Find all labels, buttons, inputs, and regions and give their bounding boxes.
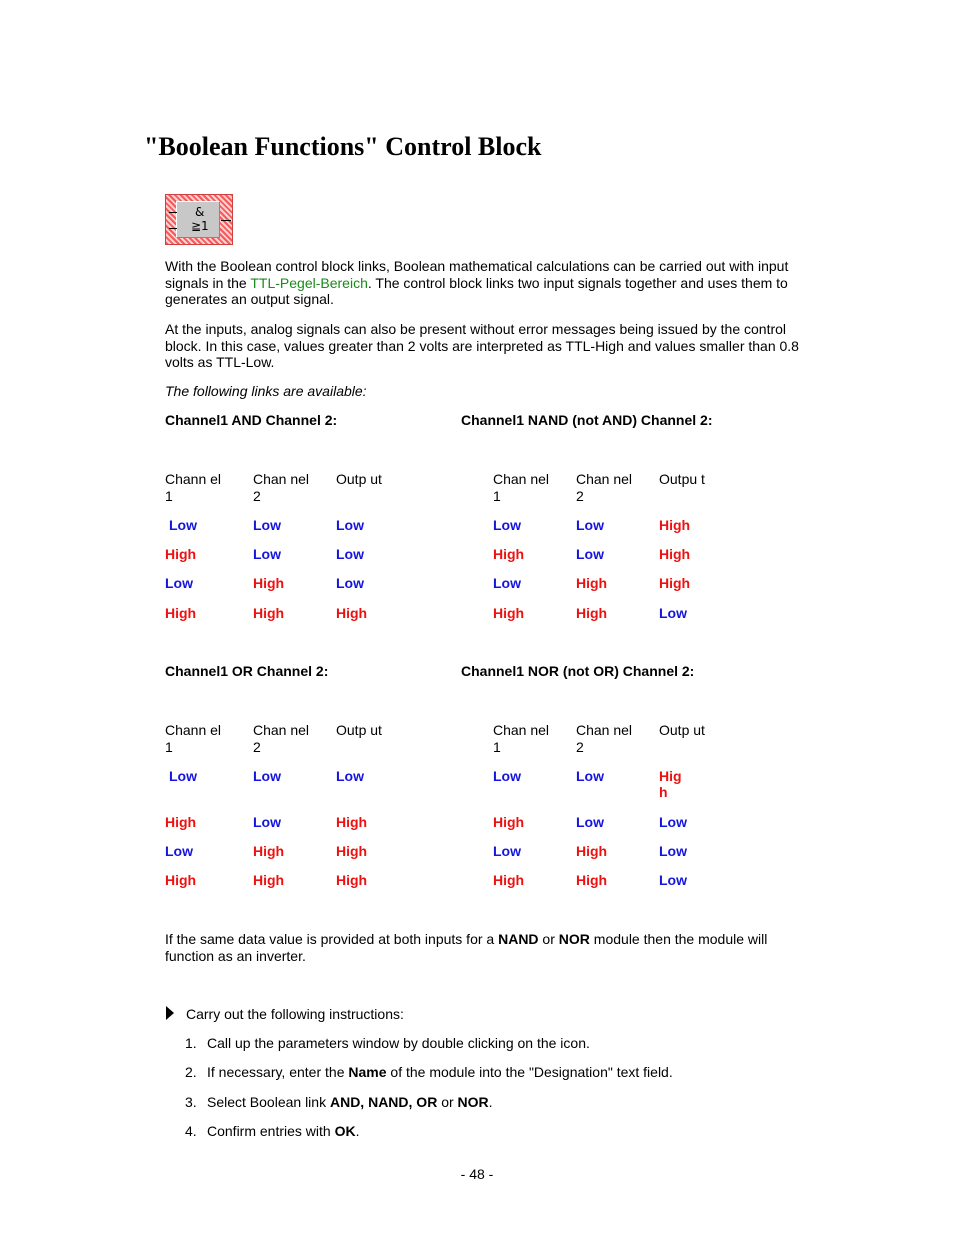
boolean-block-icon[interactable] [165, 194, 233, 245]
nand-r4-c2: High [576, 605, 608, 621]
and-col-channel1: Chann el 1 [165, 471, 222, 504]
nand-r3-c1: Low [493, 575, 521, 591]
or-r1-c1: Low [169, 768, 197, 784]
or-r3-c2: High [253, 843, 285, 859]
nor-col-channel2: Chan nel 2 [576, 722, 633, 755]
or-table-heading: Channel1 OR Channel 2: [165, 663, 329, 679]
and-r3-out: Low [336, 575, 364, 591]
or-r2-out: High [336, 814, 368, 830]
or-col-output: Outp ut [336, 722, 382, 738]
nor-r3-c2: High [576, 843, 608, 859]
nand-r3-c2: High [576, 575, 608, 591]
inverter-note: If the same data value is provided at both inputs for a NAND or NOR module then the module will function as an inverter. [165, 931, 768, 964]
nor-r4-c2: High [576, 872, 608, 888]
nand-col-output: Outpu t [659, 471, 705, 487]
nand-col-channel2: Chan nel 2 [576, 471, 633, 504]
nand-r2-c2: Low [576, 546, 604, 562]
nand-r2-c1: High [493, 546, 525, 562]
instructions-lead: Carry out the following instructions: [186, 1006, 404, 1022]
nor-r4-out: Low [659, 872, 687, 888]
nor-r2-c1: High [493, 814, 525, 830]
nor-r2-out: Low [659, 814, 687, 830]
and-r2-out: Low [336, 546, 364, 562]
or-r4-out: High [336, 872, 368, 888]
and-r4-c2: High [253, 605, 285, 621]
nand-r1-out: High [659, 517, 691, 533]
intro-paragraph-1: With the Boolean control block links, Boolean mathematical calculations can be carried out with input signals in the TTL-Pegel-Bereich. The control block links two input signals together and uses them to generates an output signal. [165, 258, 789, 307]
nand-col-channel1: Chan nel 1 [493, 471, 550, 504]
or-r4-c1: High [165, 872, 197, 888]
nand-r2-out: High [659, 546, 691, 562]
nor-r3-c1: Low [493, 843, 521, 859]
nor-r1-c2: Low [576, 768, 604, 784]
or-r1-c2: Low [253, 768, 281, 784]
and-r1-out: Low [336, 517, 364, 533]
nor-r2-c2: Low [576, 814, 604, 830]
instruction-item-2: 2. If necessary, enter the Name of the module into the "Designation" text field. [185, 1064, 673, 1080]
and-r3-c2: High [253, 575, 285, 591]
nand-r1-c2: Low [576, 517, 604, 533]
or-r1-out: Low [336, 768, 364, 784]
or-r3-out: High [336, 843, 368, 859]
intro-paragraph-3: The following links are available: [165, 383, 367, 399]
or-symbol: ≧1 [191, 219, 209, 233]
nand-r3-out: High [659, 575, 691, 591]
and-r4-out: High [336, 605, 368, 621]
or-col-channel2: Chan nel 2 [253, 722, 310, 755]
and-r4-c1: High [165, 605, 197, 621]
nor-r1-out: Hig h [659, 768, 682, 800]
nor-r3-out: Low [659, 843, 687, 859]
page-number: - 48 - [460, 1166, 494, 1182]
nand-r4-out: Low [659, 605, 687, 621]
instruction-item-4: 4. Confirm entries with OK. [185, 1123, 360, 1139]
ttl-level-link[interactable]: TTL-Pegel-Bereich [250, 274, 368, 291]
page-title: "Boolean Functions" Control Block [144, 132, 542, 161]
nor-r4-c1: High [493, 872, 525, 888]
nor-r1-c1: Low [493, 768, 521, 784]
nor-table-heading: Channel1 NOR (not OR) Channel 2: [461, 663, 695, 679]
or-r2-c2: Low [253, 814, 281, 830]
and-r3-c1: Low [165, 575, 193, 591]
instruction-item-3: 3. Select Boolean link AND, NAND, OR or NOR. [185, 1094, 493, 1110]
and-table-heading: Channel1 AND Channel 2: [165, 412, 338, 428]
and-r2-c2: Low [253, 546, 281, 562]
nand-r4-c1: High [493, 605, 525, 621]
nand-r1-c1: Low [493, 517, 521, 533]
nor-col-output: Outp ut [659, 722, 705, 738]
or-r2-c1: High [165, 814, 197, 830]
and-r1-c2: Low [253, 517, 281, 533]
or-r3-c1: Low [165, 843, 193, 859]
and-col-channel2: Chan nel 2 [253, 471, 310, 504]
intro-paragraph-2: At the inputs, analog signals can also be present without error messages being issued by the control block. In this case, values greater than 2 volts are interpreted as TTL-High and values smaller than 0.8 volts as TTL-Low. [165, 321, 799, 370]
instruction-item-1: 1. Call up the parameters window by double clicking on the icon. [185, 1035, 590, 1051]
and-symbol: & [195, 205, 205, 219]
or-col-channel1: Chann el 1 [165, 722, 222, 755]
nand-table-heading: Channel1 NAND (not AND) Channel 2: [461, 412, 713, 428]
nor-col-channel1: Chan nel 1 [493, 722, 550, 755]
and-r1-c1: Low [169, 517, 197, 533]
or-r4-c2: High [253, 872, 285, 888]
and-r2-c1: High [165, 546, 197, 562]
and-col-output: Outp ut [336, 471, 382, 487]
arrow-bullet-icon [166, 1006, 174, 1020]
